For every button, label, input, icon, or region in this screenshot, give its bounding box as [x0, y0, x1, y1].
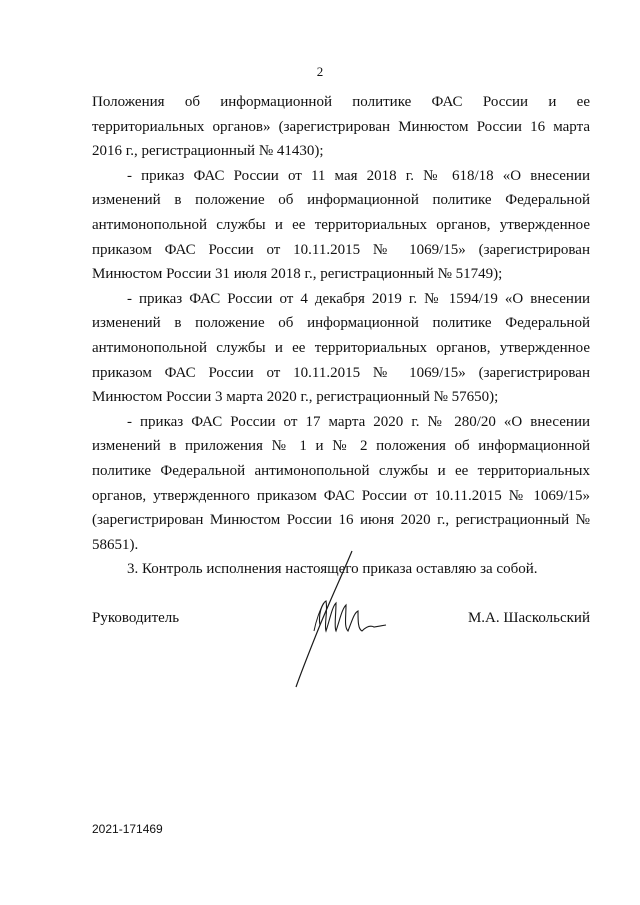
document-code: 2021-171469: [92, 822, 163, 836]
paragraph-order-280-20: - приказ ФАС России от 17 марта 2020 г. № 280/20 «О внесении изменений в приложения № 1 и № 2 положения об информационной политике Федеральной антимонопольной службы и ее территориальных органов, утвержденного приказом ФАС России от 10.11.2015 № 1069/15» (зарегистрирован Минюстом России 16 июня 2020 г., регистрационный № 58651).: [92, 413, 590, 553]
paragraph-control-clause: 3. Контроль исполнения настоящего приказа оставляю за собой.: [127, 561, 538, 578]
paragraph-order-1594-19: - приказ ФАС России от 4 декабря 2019 г. № 1594/19 «О внесении изменений в положение об информационной политике Федеральной антимонопольной службы и ее территориальных органов, утвержденное приказом ФАС России от 10.11.2015 № 1069/15» (зарегистрирован Минюстом России 3 марта 2020 г., регистрационный № 57650);: [92, 290, 590, 406]
signature-row: [92, 610, 590, 632]
paragraph-order-618-18: - приказ ФАС России от 11 мая 2018 г. № 618/18 «О внесении изменений в положение об информационной политике Федеральной антимонопольной службы и ее территориальных органов, утвержденное приказом ФАС России от 10.11.2015 № 1069/15» (зарегистрирован Минюстом России 31 июля 2018 г., регистрационный № 51749);: [92, 167, 590, 283]
paragraph-continuation: Положения об информационной политике ФАС России и ее территориальных органов» (зарегистрирован Минюстом России 16 марта 2016 г., регистрационный № 41430);: [92, 94, 590, 160]
signatory-name: М.А. Шаскольский: [467, 610, 590, 626]
page-number: 2: [316, 64, 324, 79]
body-text: [92, 90, 590, 582]
signatory-position: Руководитель: [92, 610, 180, 626]
